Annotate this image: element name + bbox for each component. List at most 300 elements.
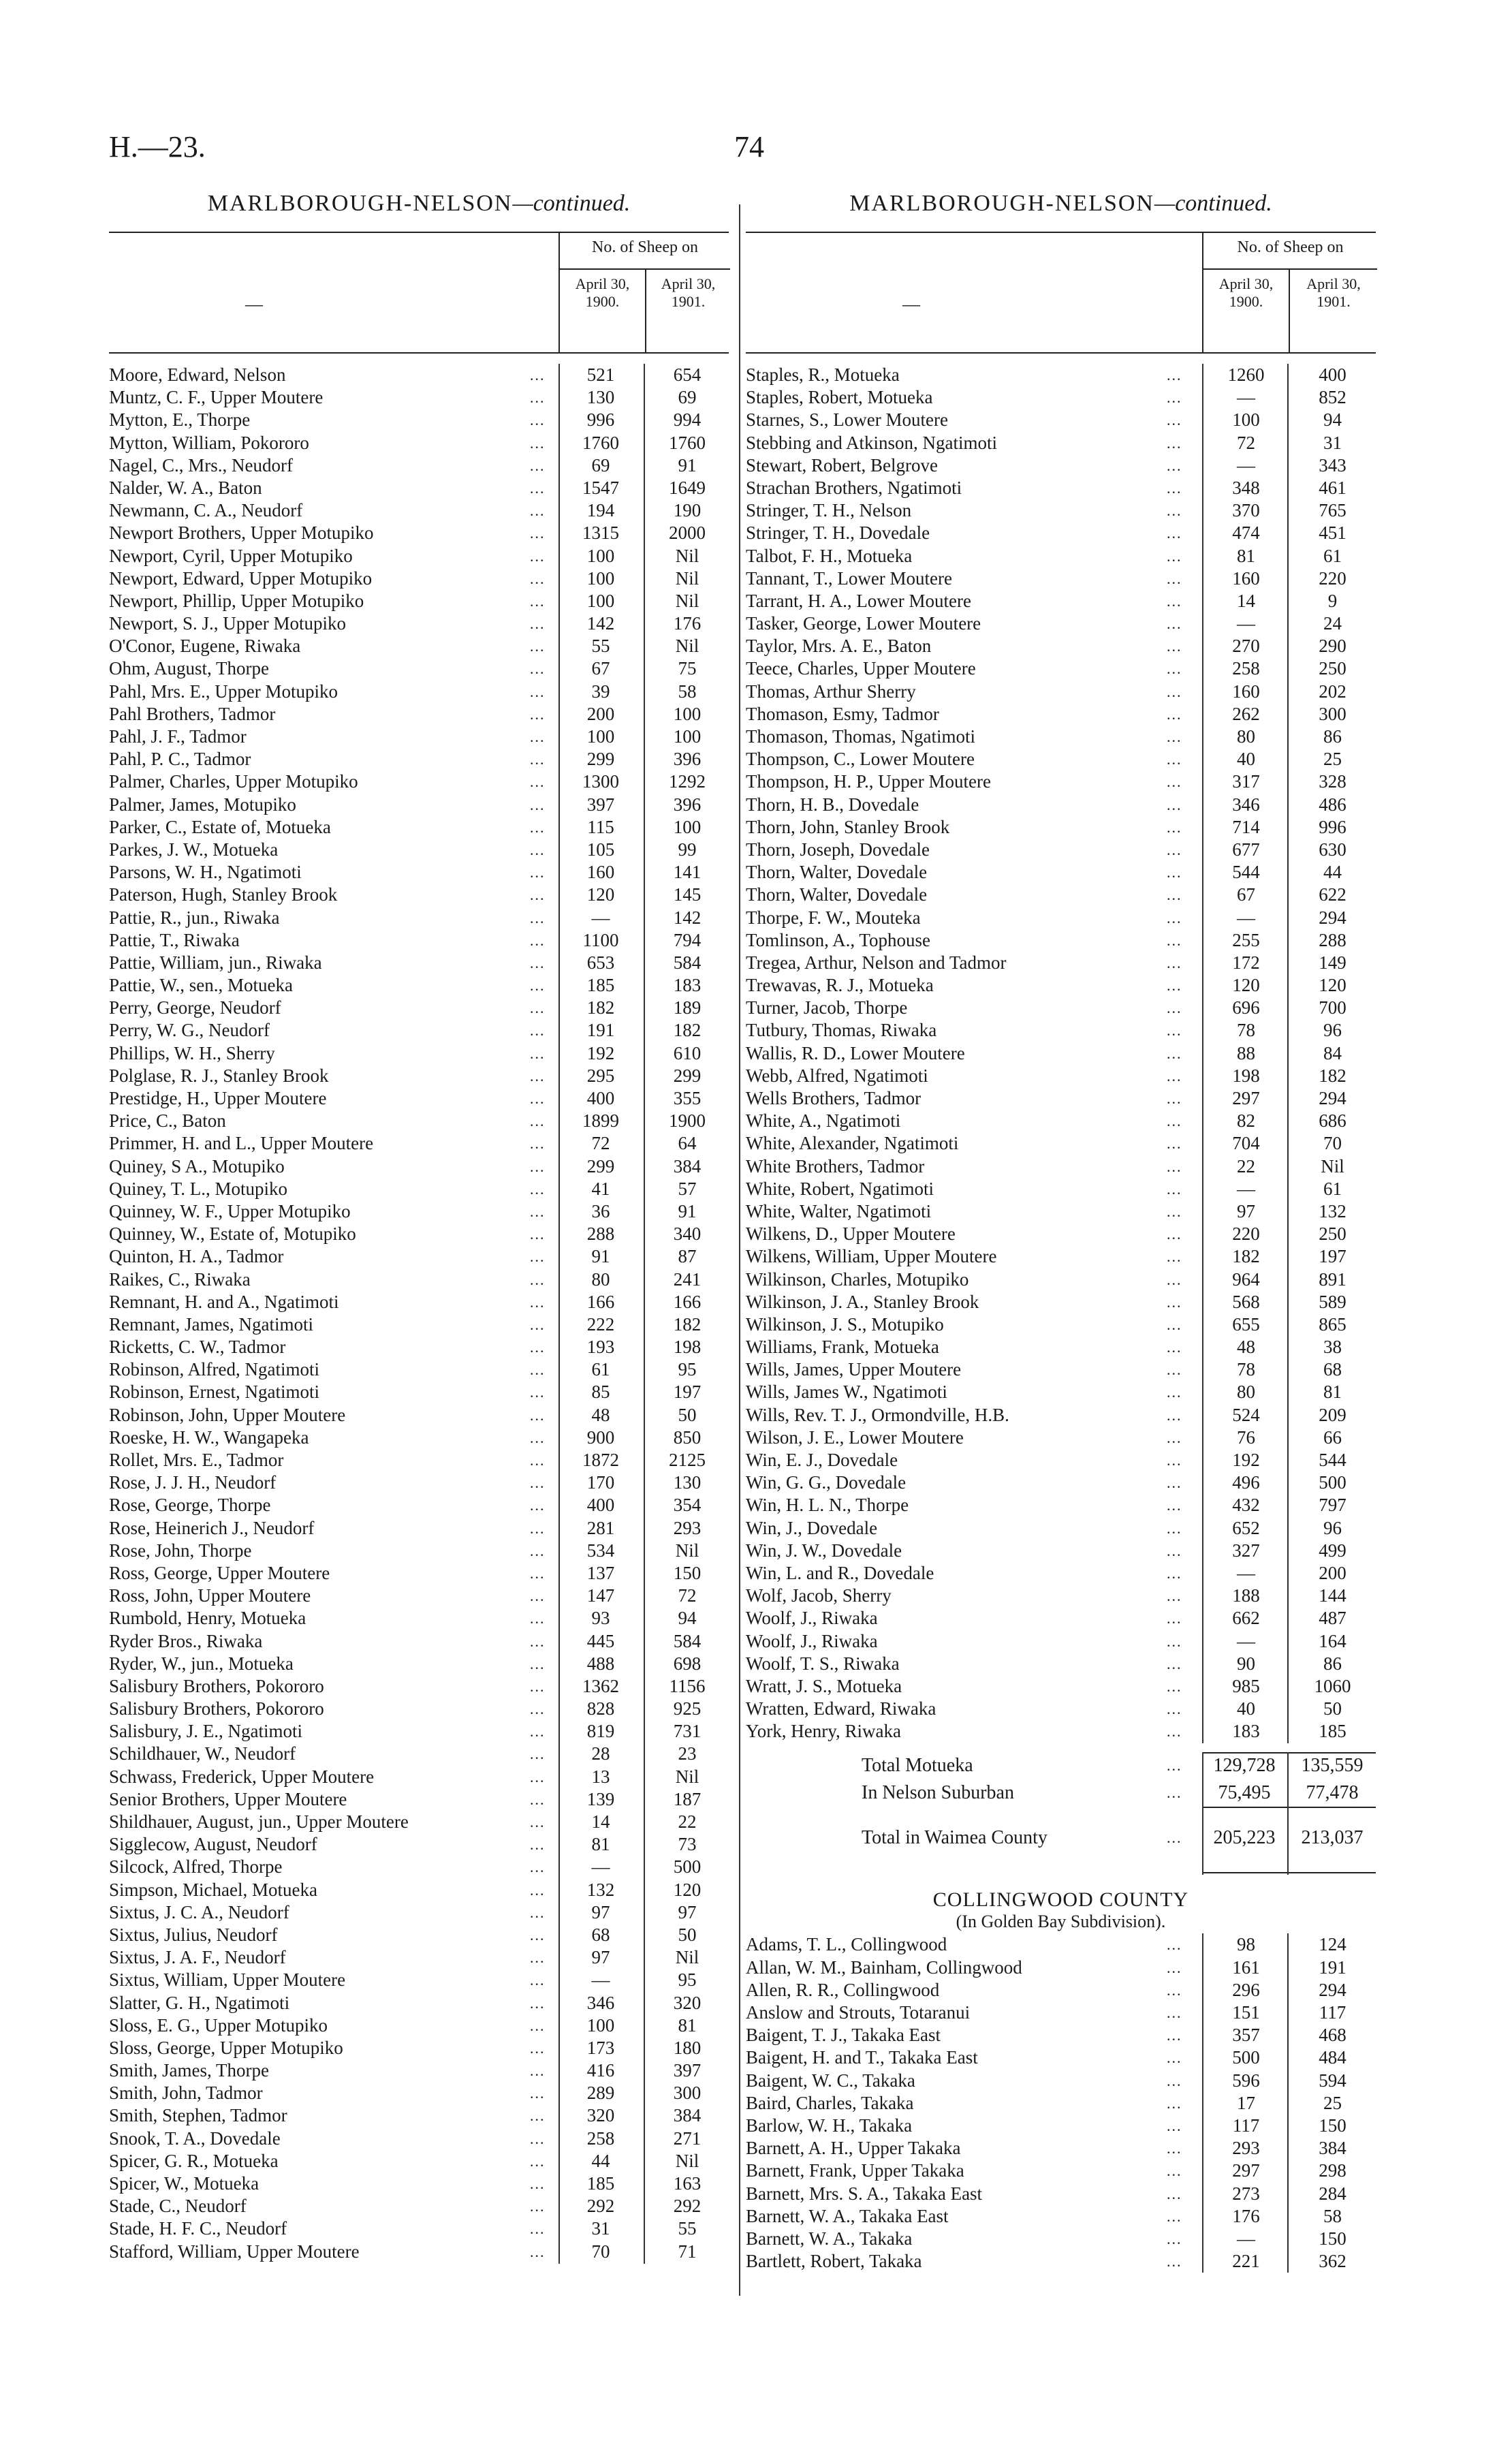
sheep-1900: 166: [586, 1291, 615, 1312]
owner-name: Ross, George, Upper Moutere: [109, 1562, 330, 1583]
owner-name: Remnant, James, Ngatimoti: [109, 1313, 313, 1335]
sheep-1900: 22: [1237, 1155, 1255, 1177]
owner-name: Moore, Edward, Nelson: [109, 364, 286, 385]
sheep-1901: 55: [678, 2218, 697, 2239]
owner-name: Barnett, W. A., Takaka East: [746, 2205, 949, 2226]
sheep-1900: 521: [586, 364, 615, 385]
owner-name: Sigglecow, August, Neudorf: [109, 1834, 317, 1855]
owner-name: Palmer, Charles, Upper Motupiko: [109, 771, 358, 792]
leader-dots: ...: [1167, 1112, 1182, 1130]
leader-dots: ...: [1167, 411, 1182, 429]
owner-name: Wallis, R. D., Lower Moutere: [746, 1042, 965, 1063]
column-rule: [1202, 1752, 1203, 1875]
col-1900-header: [560, 275, 645, 311]
leader-dots: ...: [1167, 2140, 1182, 2157]
column-rule: [1202, 1933, 1203, 2273]
leader-dots: ...: [530, 818, 546, 836]
leader-dots: ...: [530, 660, 546, 678]
owner-name: Talbot, F. H., Motueka: [746, 545, 913, 566]
table-row: [109, 1811, 729, 1833]
owner-name: Allen, R. R., Collingwood: [746, 1979, 940, 2000]
sheep-1901: 1060: [1314, 1675, 1351, 1696]
leader-dots: ...: [530, 773, 546, 791]
leader-dots: ...: [530, 1315, 546, 1333]
sheep-1900: 40: [1237, 749, 1255, 770]
sheep-1901: 686: [1319, 1110, 1346, 1132]
sheep-1900: 288: [586, 1224, 615, 1245]
leader-dots: ...: [530, 1067, 546, 1085]
sheep-1901: 142: [673, 907, 702, 928]
table-row: [109, 839, 729, 861]
sheep-1901: 61: [1323, 545, 1342, 566]
sheep-1901: 293: [673, 1517, 702, 1538]
sheep-1900: —: [1237, 907, 1255, 928]
table-row: [746, 997, 1376, 1019]
owner-name: Win, H. L. N., Thorpe: [746, 1495, 909, 1516]
leader-dots: ...: [530, 1180, 546, 1198]
owner-name: Palmer, James, Motupiko: [109, 794, 296, 815]
sheep-1900: 78: [1237, 1359, 1255, 1380]
owner-name: Strachan Brothers, Ngatimoti: [746, 477, 962, 498]
owner-name: Shildhauer, August, jun., Upper Moutere: [109, 1811, 409, 1832]
leader-dots: ...: [530, 1474, 546, 1492]
leader-dots: ...: [530, 1202, 546, 1220]
sheep-1901: 396: [673, 794, 702, 815]
leader-dots: ...: [530, 1519, 546, 1537]
owner-name: Barnett, W. A., Takaka: [746, 2228, 913, 2249]
table-row: [109, 364, 729, 386]
owner-name: Win, G. G., Dovedale: [746, 1472, 907, 1493]
sheep-1900: 39: [591, 681, 610, 702]
table-row: [109, 567, 729, 590]
sheep-1900: 1872: [582, 1450, 619, 1470]
sheep-1900: 192: [1232, 1450, 1260, 1470]
leader-dots: ...: [1167, 1829, 1182, 1847]
leader-dots: ...: [530, 886, 546, 904]
owner-name: Robinson, Alfred, Ngatimoti: [109, 1359, 319, 1380]
owner-name: Newmann, C. A., Neudorf: [109, 500, 303, 521]
column-rule: [1202, 364, 1203, 1743]
leader-dots: ...: [1167, 773, 1182, 791]
table-row: [109, 1585, 729, 1607]
sheep-1901: 96: [1323, 1020, 1342, 1041]
sheep-1900: 88: [1237, 1042, 1255, 1063]
sheep-1901: 100: [673, 703, 702, 724]
owner-name: Sixtus, William, Upper Moutere: [109, 1969, 346, 1991]
collingwood-table-body: [746, 1933, 1376, 2273]
owner-name: Smith, James, Thorpe: [109, 2060, 269, 2081]
sheep-1901: 891: [1319, 1268, 1346, 1290]
sheep-1900: 100: [586, 2014, 615, 2036]
owner-name: Perry, George, Neudorf: [109, 997, 281, 1018]
sheep-1900: 170: [586, 1472, 615, 1493]
left-column: [109, 191, 729, 2263]
owner-name: Price, C., Baton: [109, 1110, 226, 1132]
col-1901-line2: 1901.: [1317, 293, 1351, 310]
table-row: [746, 2137, 1376, 2160]
sheep-1901: 2125: [669, 1450, 706, 1470]
sheep-1900: 97: [591, 1947, 610, 1968]
leader-dots: ...: [1167, 1090, 1182, 1107]
total-1901: 135,559: [1301, 1755, 1364, 1777]
leader-dots: ...: [1167, 1700, 1182, 1718]
owner-name: Stringer, T. H., Dovedale: [746, 523, 930, 544]
leader-dots: ...: [530, 1271, 546, 1288]
table-row: [109, 1630, 729, 1653]
sheep-1901: 96: [1323, 1517, 1342, 1538]
sheep-1900: 91: [591, 1246, 610, 1267]
sheep-1900: 297: [1232, 1088, 1260, 1108]
owner-name: Parkes, J. W., Motueka: [109, 839, 279, 860]
leader-dots: ...: [1167, 2027, 1182, 2044]
table-row: [109, 816, 729, 839]
leader-dots: ...: [1167, 886, 1182, 904]
sheep-1900: 273: [1232, 2183, 1260, 2204]
sheep-1900: 98: [1237, 1934, 1255, 1955]
leader-dots: ...: [1167, 1452, 1182, 1469]
owner-name: Newport, Cyril, Upper Motupiko: [109, 545, 353, 566]
sheep-1900: 28: [591, 1743, 610, 1764]
sheep-1901: 250: [1319, 1224, 1346, 1245]
sheep-1901: 197: [1319, 1246, 1346, 1267]
totals-row: [746, 1752, 1376, 1779]
sheep-1900: 357: [1232, 2025, 1260, 2046]
owner-name: White, Robert, Ngatimoti: [746, 1178, 934, 1199]
sheep-1900: 500: [1232, 2047, 1260, 2068]
owner-name: Thompson, C., Lower Moutere: [746, 749, 975, 770]
table-row: [109, 1358, 729, 1381]
col-1900-line2: 1900.: [585, 293, 620, 310]
column-rule: [644, 364, 645, 2264]
sheep-1900: 48: [1237, 1337, 1255, 1358]
leader-dots: ...: [530, 796, 546, 813]
sheep-1901: 355: [673, 1088, 702, 1108]
sheep-1901: 610: [673, 1042, 702, 1063]
sheep-1901: 23: [678, 1743, 697, 1764]
column-rule: [1287, 1752, 1289, 1875]
leader-dots: ...: [530, 2152, 546, 2170]
sheep-1901: Nil: [1321, 1155, 1344, 1177]
owner-name: Quiney, S A., Motupiko: [109, 1155, 285, 1177]
sheep-1901: 187: [673, 1788, 702, 1809]
sheep-1901: 24: [1323, 613, 1342, 634]
table-row: [746, 1653, 1376, 1675]
sheep-1900: 262: [1232, 703, 1260, 724]
sheep-1901: 500: [1319, 1472, 1346, 1493]
leader-dots: ...: [1167, 1474, 1182, 1492]
leader-dots: ...: [1167, 1135, 1182, 1153]
leader-dots: ...: [1167, 796, 1182, 813]
table-row: [109, 2172, 729, 2195]
owner-name: Baigent, H. and T., Takaka East: [746, 2047, 978, 2068]
leader-dots: ...: [1167, 1067, 1182, 1085]
table-row: [746, 432, 1376, 454]
group-title: No. of Sheep on: [560, 238, 730, 270]
leader-dots: ...: [1167, 502, 1182, 520]
sheep-1901: 384: [673, 1155, 702, 1177]
sheep-1901: 384: [673, 2105, 702, 2126]
table-row: [109, 1132, 729, 1155]
table-row: [746, 2183, 1376, 2205]
owner-name: Woolf, J., Riwaka: [746, 1630, 878, 1651]
sheep-1900: 346: [1232, 794, 1260, 815]
table-row: [109, 1540, 729, 1562]
owner-name: Remnant, H. and A., Ngatimoti: [109, 1291, 339, 1312]
table-row: [109, 499, 729, 522]
leader-dots: ...: [1167, 660, 1182, 678]
sheep-1900: 474: [1232, 523, 1260, 544]
sheep-1900: 130: [586, 387, 615, 408]
table-row: [746, 1957, 1376, 1979]
col-1900-header: [1203, 275, 1289, 311]
owner-name: Roeske, H. W., Wangapeka: [109, 1427, 309, 1448]
owner-name: Newport, S. J., Upper Motupiko: [109, 613, 346, 634]
sheep-1901: 198: [673, 1337, 702, 1358]
owner-name: Tannant, T., Lower Moutere: [746, 567, 953, 589]
owner-name: White, Walter, Ngatimoti: [746, 1200, 932, 1221]
owner-name: Ryder Bros., Riwaka: [109, 1630, 263, 1651]
table-row: [109, 997, 729, 1019]
leader-dots: ...: [1167, 1497, 1182, 1514]
sheep-1901: 130: [673, 1472, 702, 1493]
owner-name: Spicer, W., Motueka: [109, 2173, 259, 2194]
sheep-1900: 72: [591, 1133, 610, 1154]
sheep-1901: 94: [1323, 409, 1342, 431]
sheep-1900: 85: [591, 1382, 610, 1403]
right-table-body: [746, 364, 1376, 1743]
sheep-1900: 67: [1237, 884, 1255, 905]
left-column-title: [109, 191, 729, 232]
sheep-1900: 317: [1232, 771, 1260, 792]
sheep-1900: 348: [1232, 477, 1260, 498]
table-row: [109, 2059, 729, 2082]
sheep-1900: 258: [586, 2128, 615, 2149]
sheep-1900: 828: [586, 1698, 615, 1719]
leader-dots: ...: [1167, 2049, 1182, 2067]
owner-name: Adams, T. L., Collingwood: [746, 1934, 947, 1955]
sheep-1900: 524: [1232, 1404, 1260, 1425]
sheep-1900: 299: [586, 1155, 615, 1177]
sheep-1900: 258: [1232, 658, 1260, 679]
leader-dots: ...: [530, 2039, 546, 2057]
col-1900-line2: 1900.: [1229, 293, 1263, 310]
table-row: [109, 1720, 729, 1743]
sheep-1901: 99: [678, 839, 697, 860]
leader-dots: ...: [1167, 954, 1182, 971]
owner-name: Barnett, Mrs. S. A., Takaka East: [746, 2183, 983, 2204]
sheep-1900: 78: [1237, 1020, 1255, 1041]
leader-dots: ...: [530, 2130, 546, 2147]
sheep-1900: 696: [1232, 997, 1260, 1018]
table-row: [746, 1042, 1376, 1065]
owner-name: Mytton, William, Pokororo: [109, 432, 309, 453]
sheep-1900: 69: [591, 454, 610, 476]
owner-name: White, A., Ngatimoti: [746, 1110, 901, 1132]
sheep-1900: 299: [586, 749, 615, 770]
table-row: [746, 1698, 1376, 1720]
owner-name: Polglase, R. J., Stanley Brook: [109, 1065, 329, 1086]
table-row: [746, 816, 1376, 839]
sheep-1900: 255: [1232, 929, 1260, 950]
sheep-1901: Nil: [675, 1540, 699, 1561]
leader-dots: ...: [1167, 728, 1182, 745]
sheep-1901: 68: [1323, 1359, 1342, 1380]
owner-name: Pattie, R., jun., Riwaka: [109, 907, 280, 928]
sheep-1900: 185: [586, 975, 615, 996]
sheep-1900: —: [591, 907, 610, 928]
table-row: [109, 2082, 729, 2104]
sheep-1900: 14: [1237, 590, 1255, 611]
table-row: [746, 1517, 1376, 1540]
total-1900: 205,223: [1213, 1827, 1276, 1849]
sheep-1901: 70: [1323, 1133, 1342, 1154]
owner-name: O'Conor, Eugene, Riwaka: [109, 636, 301, 657]
sheep-1901: 288: [1319, 929, 1346, 950]
table-row: [109, 1698, 729, 1720]
sheep-1901: 100: [673, 726, 702, 747]
sheep-1901: 69: [678, 387, 697, 408]
leader-dots: ...: [530, 1949, 546, 1967]
sheep-1901: 852: [1319, 387, 1346, 408]
owner-name: Williams, Frank, Motueka: [746, 1337, 939, 1358]
sheep-1900: 147: [586, 1585, 615, 1606]
table-row: [746, 1720, 1376, 1743]
owner-name: White, Alexander, Ngatimoti: [746, 1133, 959, 1154]
owner-name: Stade, H. F. C., Neudorf: [109, 2218, 287, 2239]
sheep-1900: 161: [1232, 1957, 1260, 1978]
owner-name: Phillips, W. H., Sherry: [109, 1042, 275, 1063]
sheep-1901: 73: [678, 1834, 697, 1855]
table-row: [746, 612, 1376, 635]
sheep-1900: 44: [591, 2150, 610, 2171]
leader-dots: ...: [1167, 1384, 1182, 1401]
sheep-1900: 14: [591, 1811, 610, 1832]
sheep-1901: 81: [678, 2014, 697, 2036]
owner-name: Bartlett, Robert, Takaka: [746, 2251, 922, 2272]
leader-dots: ...: [530, 1452, 546, 1469]
sheep-1901: 86: [1323, 726, 1342, 747]
leader-dots: ...: [530, 1044, 546, 1062]
collingwood-section: [746, 1888, 1376, 1932]
owner-name: Smith, John, Tadmor: [109, 2083, 263, 2104]
table-row: [746, 1155, 1376, 1178]
sheep-1900: 1260: [1227, 364, 1265, 385]
sheep-1900: —: [1237, 1630, 1255, 1651]
table-row: [109, 1155, 729, 1178]
table-row: [746, 1245, 1376, 1268]
table-row: [109, 2128, 729, 2150]
sheep-1901: 124: [1319, 1934, 1346, 1955]
owner-name: Ricketts, C. W., Tadmor: [109, 1337, 286, 1358]
owner-name: Sloss, George, Upper Motupiko: [109, 2037, 343, 2058]
group-title: No. of Sheep on: [1203, 238, 1377, 270]
col-1901-line2: 1901.: [671, 293, 706, 310]
table-row: [109, 1471, 729, 1494]
table-row: [109, 612, 729, 635]
sheep-1901: Nil: [675, 1766, 699, 1787]
table-row: [746, 477, 1376, 499]
sheep-1901: 182: [1319, 1065, 1346, 1086]
sheep-1901: 182: [673, 1313, 702, 1335]
sheep-1900: 985: [1232, 1675, 1260, 1696]
table-row: [109, 1087, 729, 1110]
leader-dots: ...: [1167, 1587, 1182, 1605]
owner-name: Sixtus, Julius, Neudorf: [109, 1924, 278, 1945]
owner-name: Wilkinson, J. A., Stanley Brook: [746, 1291, 979, 1312]
table-row: [109, 1268, 729, 1291]
table-row: [746, 974, 1376, 997]
leader-dots: ...: [1167, 1044, 1182, 1062]
owner-name: Thorn, Joseph, Dovedale: [746, 839, 930, 860]
leader-dots: ...: [530, 638, 546, 655]
owner-name: Tomlinson, A., Tophouse: [746, 929, 930, 950]
sheep-1900: 139: [586, 1788, 615, 1809]
sheep-1901: 1760: [669, 432, 706, 453]
sheep-1900: 182: [586, 997, 615, 1018]
sheep-1900: 296: [1232, 1979, 1260, 2000]
owner-name: Wills, James, Upper Moutere: [746, 1359, 962, 1380]
sheep-1901: 150: [1319, 2115, 1346, 2136]
sheep-1900: 173: [586, 2037, 615, 2058]
table-row: [109, 1946, 729, 1969]
table-row: [746, 1110, 1376, 1132]
owner-name: Thorn, H. B., Dovedale: [746, 794, 919, 815]
leader-dots: ...: [530, 456, 546, 474]
sheep-1900: 41: [591, 1178, 610, 1199]
owner-name: Robinson, John, Upper Moutere: [109, 1404, 346, 1425]
owner-name: Turner, Jacob, Thorpe: [746, 997, 908, 1018]
table-row: [746, 1223, 1376, 1245]
leader-dots: ...: [530, 1406, 546, 1424]
leader-dots: ...: [1167, 1936, 1182, 1954]
owner-name: Stringer, T. H., Nelson: [746, 500, 912, 521]
sheep-1901: 925: [673, 1698, 702, 1719]
owner-name: Sixtus, J. A. F., Neudorf: [109, 1947, 286, 1968]
sheep-1901: 84: [1323, 1042, 1342, 1063]
leader-dots: ...: [530, 2175, 546, 2192]
owner-name: Parsons, W. H., Ngatimoti: [109, 862, 302, 883]
leader-dots: ...: [1167, 1981, 1182, 1999]
table-row: [746, 1540, 1376, 1562]
leader-dots: ...: [1167, 1784, 1182, 1802]
owner-name: Win, J., Dovedale: [746, 1517, 878, 1538]
leader-dots: ...: [530, 1632, 546, 1650]
leader-dots: ...: [1167, 1655, 1182, 1672]
sheep-1901: 328: [1319, 771, 1346, 792]
table-row: [746, 1087, 1376, 1110]
sheep-1901: 150: [1319, 2228, 1346, 2249]
left-table-body: [109, 364, 729, 2263]
table-row: [109, 681, 729, 703]
owner-name: Ross, John, Upper Moutere: [109, 1585, 311, 1606]
owner-name: Wilkens, William, Upper Moutere: [746, 1246, 997, 1267]
sheep-1900: 964: [1232, 1268, 1260, 1290]
table-row: [746, 1585, 1376, 1607]
sheep-1900: 1315: [582, 523, 619, 544]
owner-name: Muntz, C. F., Upper Moutere: [109, 387, 324, 408]
sheep-1900: —: [1237, 1562, 1255, 1583]
table-row: [746, 1381, 1376, 1403]
sheep-1901: 797: [1319, 1495, 1346, 1516]
table-row: [109, 1766, 729, 1788]
owner-name: Rose, Heinerich J., Neudorf: [109, 1517, 315, 1538]
table-row: [109, 1313, 729, 1336]
leader-dots: ...: [530, 1157, 546, 1175]
leader-dots: ...: [530, 1248, 546, 1266]
leader-dots: ...: [1167, 1271, 1182, 1288]
leader-dots: ...: [530, 1022, 546, 1040]
leader-dots: ...: [1167, 1519, 1182, 1537]
